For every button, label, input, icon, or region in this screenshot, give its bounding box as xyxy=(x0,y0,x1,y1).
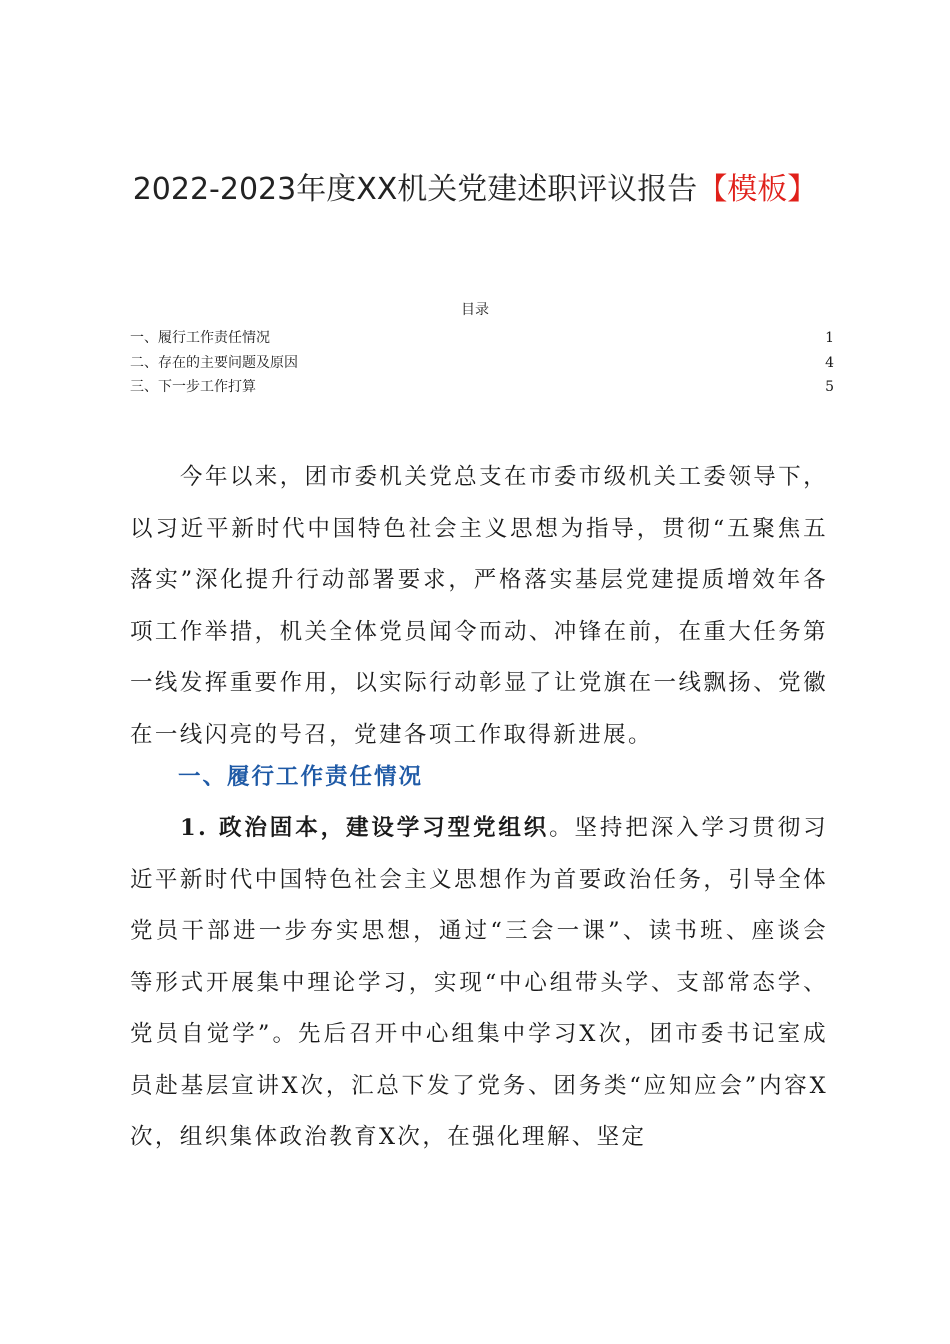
item-paragraph-text: 。坚持把深入学习贯彻习近平新时代中国特色社会主义思想作为首要政治任务，引导全体党员干部进一步夯实思想，通过“三会一课”、读书班、座谈会等形式开展集中理论学习，实现“中心组带头学、支部常态学、党员自觉学”。先后召开中心组集中学习X次，团市委书记室成员赴基层宣讲X次，汇总下发了党务、团务类“应知应会”内容X次，组织集体政治教育X次，在强化理解、坚定 xyxy=(130,815,828,1150)
toc-item[interactable] xyxy=(130,326,834,351)
toc-item-label: 一、履行工作责任情况 xyxy=(130,330,270,346)
toc-item-page: 5 xyxy=(825,379,834,395)
toc-item-label: 二、存在的主要问题及原因 xyxy=(130,354,298,371)
item-lead: 1. 政治固本，建设学习型党组织 xyxy=(180,815,550,841)
section-heading: 一、履行工作责任情况 xyxy=(178,764,424,790)
toc-item-page: 4 xyxy=(825,354,834,371)
toc-item-label: 三、下一步工作打算 xyxy=(130,379,256,395)
toc-item-page: 1 xyxy=(825,330,834,346)
table-of-contents xyxy=(130,326,834,400)
toc-item[interactable] xyxy=(130,375,834,400)
document-title-main: 2022-2023年度XX机关党建述职评议报告 xyxy=(132,172,698,207)
toc-heading: 目录 xyxy=(461,302,489,318)
intro-paragraph xyxy=(130,452,828,761)
document-title xyxy=(0,168,950,212)
item-paragraph xyxy=(130,803,828,1164)
document-title-tag: 【模板】 xyxy=(697,172,818,207)
toc-item[interactable] xyxy=(130,351,834,376)
intro-paragraph-text: 今年以来，团市委机关党总支在市委市级机关工委领导下，以习近平新时代中国特色社会主义思想为指导，贯彻“五聚焦五落实”深化提升行动部署要求，严格落实基层党建提质增效年各项工作举措，机关全体党员闻令而动、冲锋在前，在重大任务第一线发挥重要作用，以实际行动彰显了让党旗在一线飘扬、党徽在一线闪亮的号召，党建各项工作取得新进展。 xyxy=(130,464,828,748)
